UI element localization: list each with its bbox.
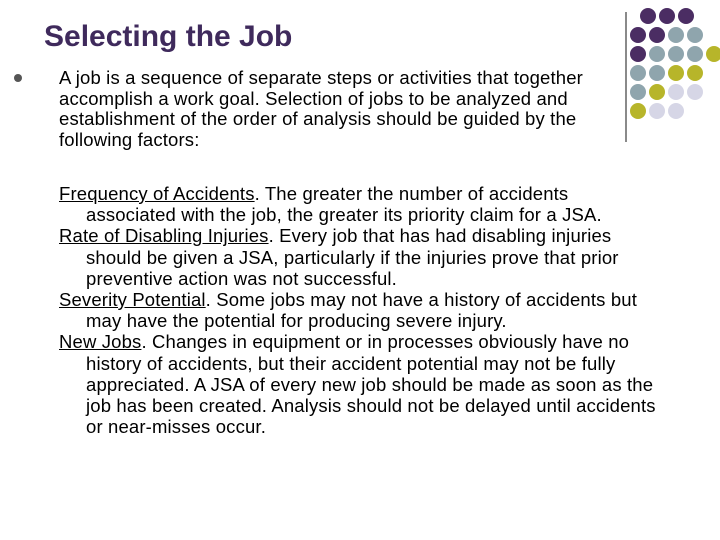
intro-paragraph: A job is a sequence of separate steps or activities that together accomplish a work goal. Selection of jobs to be analyzed and establishment of the order of analysis should be guided by the following factors: [59,67,583,150]
factor-heading: Severity Potential [59,289,206,311]
factor-text: . The greater the number of accidents associated with the job, the greater its priority claim for a JSA. [86,183,602,226]
factor-item [59,331,659,437]
decor-dot [706,46,720,62]
decor-dot [687,46,703,62]
decor-dot [630,27,646,43]
factor-item [59,183,659,225]
factor-heading: Frequency of Accidents [59,183,255,204]
decor-dot [659,8,675,24]
factor-text: . Every job that has had disabling injuries should be given a JSA, particularly if the injuries prove that prior preventive action was not successful. [86,225,619,289]
decor-dot [649,65,665,81]
decor-dot [649,27,665,43]
decorative-dot-grid [632,8,720,128]
decor-dot [668,27,684,43]
decor-dot [649,103,665,119]
decor-dot [640,8,656,24]
factor-text: . Some jobs may not have a history of accidents but may have the potential for producing severe injury. [86,289,637,332]
decor-dot [687,65,703,81]
decor-dot [678,8,694,24]
factor-item [59,225,659,289]
factor-text: . Changes in equipment or in processes obviously have no history of accidents, but their accident potential may not be fully appreciated. A JSA of every new job should be made as soon as the job has been created. Analysis should not be delayed until accidents or near-misses occur. [86,331,656,438]
factor-heading: Rate of Disabling Injuries [59,225,269,247]
factor-heading: New Jobs [59,331,142,353]
decor-dot [649,46,665,62]
decor-dot [668,65,684,81]
slide-title: Selecting the Job [44,20,293,53]
decor-dot [687,27,703,43]
decor-dot [668,46,684,62]
factor-list [59,183,659,437]
decor-dot [668,84,684,100]
bullet-dot [14,74,22,82]
decor-dot [630,46,646,62]
factor-item [59,289,659,331]
decor-dot [668,103,684,119]
decor-dot [649,84,665,100]
decor-dot [687,84,703,100]
